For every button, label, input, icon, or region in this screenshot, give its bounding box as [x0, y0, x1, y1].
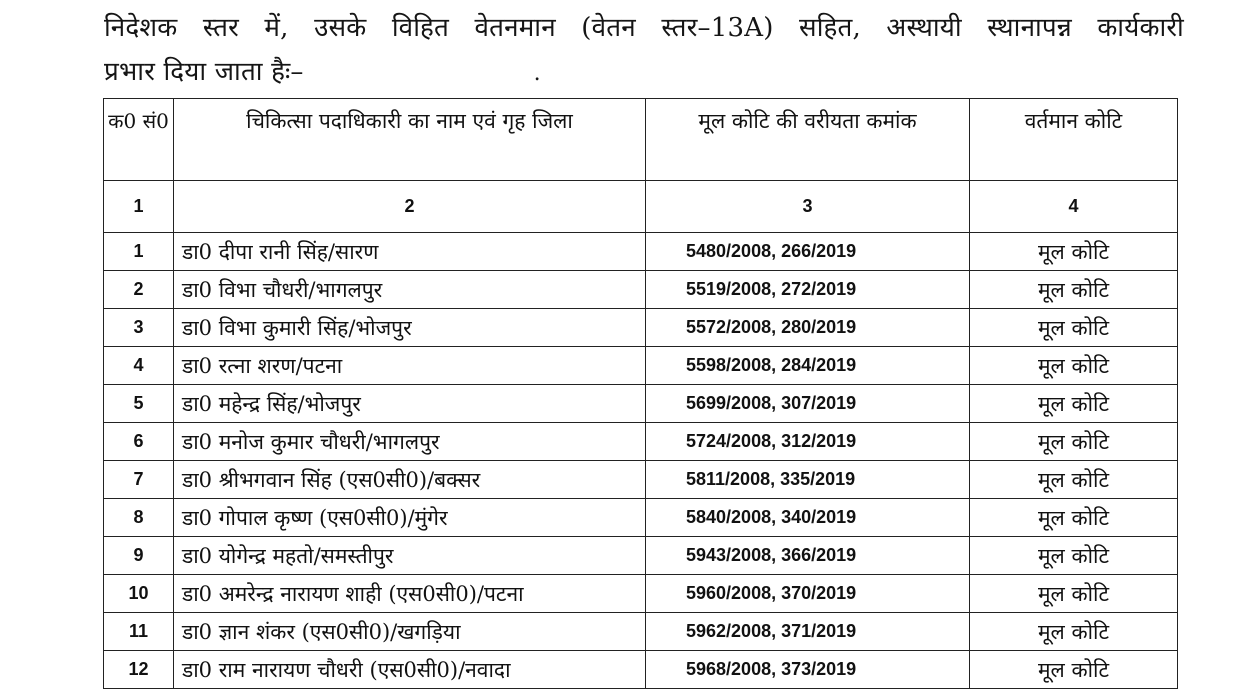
serial-cell: 3 [104, 309, 174, 347]
name-cell: डा0 राम नारायण चौधरी (एस0सी0)/नवादा [174, 651, 646, 689]
grade-cell: मूल कोटि [970, 271, 1178, 309]
grade-cell: मूल कोटि [970, 233, 1178, 271]
seniority-cell: 5962/2008, 371/2019 [646, 613, 970, 651]
table-row [104, 309, 1178, 347]
name-cell: डा0 अमरेन्द्र नारायण शाही (एस0सी0)/पटना [174, 575, 646, 613]
seniority-cell: 5699/2008, 307/2019 [646, 385, 970, 423]
table-row [104, 499, 1178, 537]
table-row [104, 613, 1178, 651]
seniority-cell: 5598/2008, 284/2019 [646, 347, 970, 385]
seniority-cell: 5572/2008, 280/2019 [646, 309, 970, 347]
column-number: 3 [646, 181, 970, 233]
grade-cell: मूल कोटि [970, 423, 1178, 461]
serial-cell: 4 [104, 347, 174, 385]
column-number: 4 [970, 181, 1178, 233]
intro-line-2-text: प्रभार दिया जाता हैः– [104, 57, 304, 87]
column-number-row [104, 181, 1178, 233]
table-row [104, 423, 1178, 461]
grade-cell: मूल कोटि [970, 461, 1178, 499]
seniority-cell: 5960/2008, 370/2019 [646, 575, 970, 613]
serial-cell: 9 [104, 537, 174, 575]
name-cell: डा0 योगेन्द्र महतो/समस्तीपुर [174, 537, 646, 575]
serial-cell: 11 [104, 613, 174, 651]
name-cell: डा0 महेन्द्र सिंह/भोजपुर [174, 385, 646, 423]
seniority-cell: 5519/2008, 272/2019 [646, 271, 970, 309]
table-row [104, 537, 1178, 575]
serial-cell: 12 [104, 651, 174, 689]
grade-cell: मूल कोटि [970, 309, 1178, 347]
header-seniority: मूल कोटि की वरीयता कमांक [646, 99, 970, 181]
officers-table [103, 98, 1178, 689]
serial-cell: 10 [104, 575, 174, 613]
column-number: 2 [174, 181, 646, 233]
seniority-cell: 5811/2008, 335/2019 [646, 461, 970, 499]
header-serial: क0 सं0 [104, 99, 174, 181]
header-name: चिकित्सा पदाधिकारी का नाम एवं गृह जिला [174, 99, 646, 181]
seniority-cell: 5840/2008, 340/2019 [646, 499, 970, 537]
column-number: 1 [104, 181, 174, 233]
table-row [104, 575, 1178, 613]
name-cell: डा0 रत्ना शरण/पटना [174, 347, 646, 385]
table-row [104, 347, 1178, 385]
seniority-cell: 5724/2008, 312/2019 [646, 423, 970, 461]
name-cell: डा0 मनोज कुमार चौधरी/भागलपुर [174, 423, 646, 461]
serial-cell: 2 [104, 271, 174, 309]
intro-paragraph [104, 6, 1184, 96]
serial-cell: 8 [104, 499, 174, 537]
name-cell: डा0 श्रीभगवान सिंह (एस0सी0)/बक्सर [174, 461, 646, 499]
name-cell: डा0 दीपा रानी सिंह/सारण [174, 233, 646, 271]
name-cell: डा0 ज्ञान शंकर (एस0सी0)/खगड़िया [174, 613, 646, 651]
grade-cell: मूल कोटि [970, 537, 1178, 575]
serial-cell: 1 [104, 233, 174, 271]
intro-line-2 [104, 50, 1184, 96]
grade-cell: मूल कोटि [970, 613, 1178, 651]
grade-cell: मूल कोटि [970, 575, 1178, 613]
table-row [104, 651, 1178, 689]
name-cell: डा0 गोपाल कृष्ण (एस0सी0)/मुंगेर [174, 499, 646, 537]
seniority-cell: 5968/2008, 373/2019 [646, 651, 970, 689]
name-cell: डा0 विभा कुमारी सिंह/भोजपुर [174, 309, 646, 347]
seniority-cell: 5943/2008, 366/2019 [646, 537, 970, 575]
stray-mark: . [533, 61, 541, 86]
serial-cell: 5 [104, 385, 174, 423]
header-grade: वर्तमान कोटि [970, 99, 1178, 181]
grade-cell: मूल कोटि [970, 651, 1178, 689]
name-cell: डा0 विभा चौधरी/भागलपुर [174, 271, 646, 309]
grade-cell: मूल कोटि [970, 499, 1178, 537]
table-row [104, 233, 1178, 271]
table-row [104, 461, 1178, 499]
table-row [104, 271, 1178, 309]
intro-line-1: निदेशक स्तर में, उसके विहित वेतनमान (वेतन स्तर–13A) सहित, अस्थायी स्थानापन्न कार्यकारी [104, 13, 1184, 43]
table-header-row [104, 99, 1178, 181]
table-row [104, 385, 1178, 423]
serial-cell: 7 [104, 461, 174, 499]
serial-cell: 6 [104, 423, 174, 461]
grade-cell: मूल कोटि [970, 385, 1178, 423]
grade-cell: मूल कोटि [970, 347, 1178, 385]
seniority-cell: 5480/2008, 266/2019 [646, 233, 970, 271]
